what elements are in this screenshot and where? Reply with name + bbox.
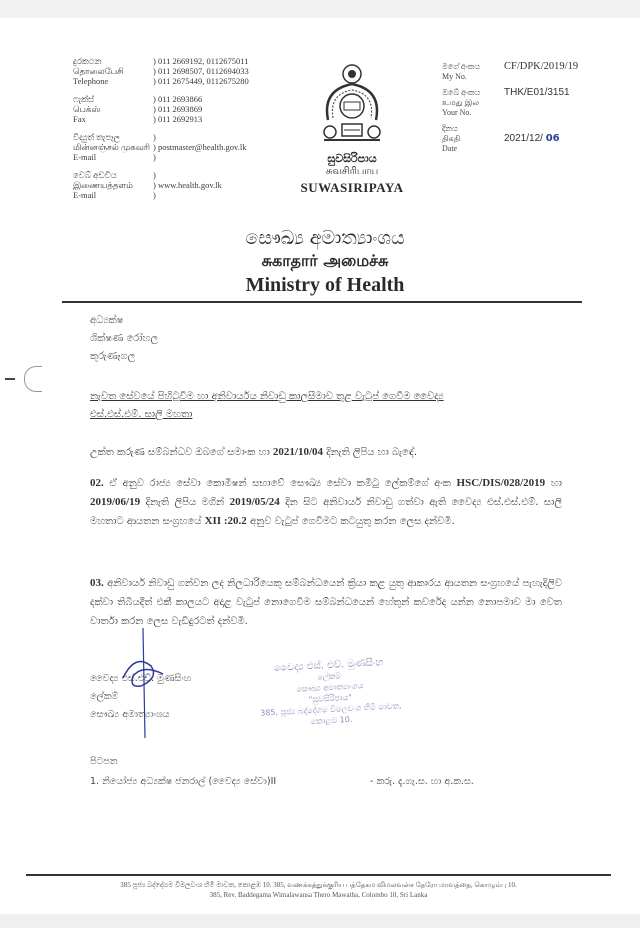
- date: 2019/05/24: [229, 496, 280, 508]
- ministry-title: [200, 226, 450, 298]
- your-number: [442, 88, 632, 118]
- label: දිනය: [442, 124, 458, 133]
- my-number-value: CF/DPK/2019/19: [504, 61, 579, 72]
- label: විද්‍යුත් තැපෑල: [73, 132, 121, 142]
- label: Date: [442, 144, 458, 153]
- date: 2019/06/19: [90, 496, 141, 508]
- value: [504, 72, 632, 82]
- text: ඒ අනුව රාජ්‍ය සේවා කොමිෂන් සභාවේ සෞඛ්‍ය සේවා කමිටු ලේකම්ගේ අංක: [109, 478, 451, 489]
- label: இணையத்தளம்: [73, 180, 133, 190]
- ministry-name-english: Ministry of Health: [245, 274, 405, 296]
- emblem-name-tamil: சுவசிரிபாய: [325, 166, 379, 177]
- copies-block: [90, 752, 474, 792]
- para-number: 02.: [90, 477, 104, 489]
- ministry-name-sinhala: සෞඛ්‍ය අමාත්‍යාංශය: [245, 227, 405, 249]
- text: අනිවාර්ය නිවාඩු ගන්වන ලද නිලධාරියෙකු සම්බන්ධයෙන් ක්‍රියා කළ යුතු ආකාරය ආයතන සංග්‍රහයේ පැහැදිලිව දක්වා තිබියදීත් එකී කාලයට අදාළ වැටුප් නොගෙවීම සම්බන්ධයෙන් හේතුන් කවරේද යන්න නොපමාව මා වෙත වාර්තා කරන ලෙස වැඩිදුරටත් දන්වමි.: [90, 578, 562, 627]
- value: [504, 98, 632, 108]
- value: ) 011 2675449, 0112675280: [153, 76, 293, 86]
- label: மின்னஞ்சல் முகவரி: [73, 142, 150, 152]
- date-value: 2021/12/: [504, 133, 543, 144]
- email-link[interactable]: ) postmaster@health.gov.lk: [153, 142, 293, 152]
- footer-address: [26, 880, 611, 900]
- addressee-line: කුරුණෑගල: [90, 351, 136, 362]
- text: දිනැති ලිපිය මගින්: [145, 497, 225, 508]
- copy-note: - කරු. දැ.ගැ.ස. හා අ.ක.ස.: [370, 776, 474, 787]
- label: දුරකථන: [73, 56, 102, 66]
- emblem-name-english: SUWASIRIPAYA: [300, 180, 404, 195]
- official-stamp: [223, 655, 436, 732]
- contact-fax: [73, 94, 293, 124]
- addressee-line: අධ්‍යක්ෂ: [90, 315, 124, 326]
- text: උක්ත කරුණ සම්බන්ධව ඔබගේ සමාංක හා: [90, 447, 270, 458]
- value: [504, 144, 632, 154]
- copies-heading: පිටපත: [90, 756, 118, 767]
- label: உமது இல: [442, 98, 480, 107]
- stamp-line: සෞඛ්‍ය අමාත්‍යාංශය: [295, 681, 364, 694]
- value: [153, 170, 293, 180]
- label: திகதி: [442, 134, 461, 143]
- value: [153, 132, 293, 142]
- addressee-line: ශික්ෂණ රෝහල: [90, 333, 159, 344]
- stamp-line: "සුවසිරිපාය": [308, 692, 353, 705]
- your-number-value: THK/E01/3151: [504, 87, 570, 98]
- value: ) 011 2692913: [153, 114, 293, 124]
- value: ) 011 2698507, 0112694033: [153, 66, 293, 76]
- label: ෆැක්ස්: [73, 94, 95, 104]
- value: [153, 152, 293, 162]
- date: 2021/10/04: [272, 446, 324, 458]
- reference-block: [442, 62, 632, 160]
- label: Your No.: [442, 108, 472, 117]
- subject-line: නැවත සේවයේ පිහිටුවීම හා අනිවාර්යය නිවාඩු කාලසීමාව තුළ වැටුප් ගෙවීම වෛද්‍ය එස්.එස්.එම්. සාලි මහතා: [90, 391, 444, 420]
- value: ) 011 2693866: [153, 94, 293, 104]
- emblem-name-sinhala: සුවසිරිපාය: [327, 152, 377, 165]
- text: අනුව වැටුප් ගෙවීමට කටයුතු කරන ලෙස දන්වමි.: [249, 516, 455, 527]
- stamp-line: කොළඹ 10.: [310, 714, 353, 727]
- signer-title: ලේකම්: [90, 691, 119, 702]
- footer-divider: [26, 874, 611, 876]
- label: ඔබේ අංකය: [442, 88, 481, 97]
- copy-item: [90, 772, 474, 792]
- date: [442, 124, 632, 154]
- value: [504, 108, 632, 118]
- handwritten-day: 06: [545, 133, 560, 144]
- label: My No.: [442, 72, 467, 81]
- copy-recipient: 1. නියෝජ්‍ය අධ්‍යක්ෂ ජනරාල් (වෛද්‍ය සේවා)II: [90, 776, 277, 787]
- paragraph-1: [90, 443, 562, 462]
- clause: XII :20.2: [204, 515, 247, 527]
- stamp-line: ලේකම්: [317, 671, 342, 682]
- contact-web: [73, 170, 293, 200]
- reference: HSC/DIS/028/2019: [456, 477, 546, 489]
- scan-top-strip: [0, 0, 640, 18]
- contact-telephone: [73, 56, 293, 86]
- contact-email: [73, 132, 293, 162]
- addressee: [90, 312, 158, 366]
- label: මගේ අංකය: [442, 62, 481, 71]
- label: E-mail: [73, 190, 97, 200]
- website-link[interactable]: ) www.health.gov.lk: [153, 180, 293, 190]
- signer-ministry: සෞඛ්‍ය අමාත්‍යාංශය: [90, 709, 170, 720]
- contact-block: [73, 56, 293, 208]
- para-number: 03.: [90, 577, 104, 589]
- stamp-line: 385, පූජ්‍ය බද්දේගම විමලවංශ හිමි මාවත,: [260, 701, 402, 718]
- sri-lanka-emblem-icon: [316, 60, 388, 148]
- paragraph-3: [90, 574, 562, 631]
- margin-mark: [5, 378, 15, 380]
- label: E-mail: [73, 152, 97, 162]
- footer-line: 385, Rev. Baddegama Wimalawansa Thero Mawatha, Colombo 10, Sri Lanka: [209, 891, 428, 899]
- scan-bottom-strip: [0, 914, 640, 928]
- text: දිනැති ලිපිය හා බැඳේ.: [326, 447, 418, 458]
- label: Fax: [73, 114, 86, 124]
- my-number: [442, 62, 632, 82]
- header-divider: [62, 301, 582, 303]
- margin-arc: [24, 366, 42, 392]
- stamp-line: වෛද්‍ය එස්. එච්. මුණසිංහ: [273, 657, 384, 674]
- label: தொலைபேசி: [73, 66, 124, 76]
- text: හා: [550, 478, 562, 489]
- paragraph-2: [90, 474, 562, 531]
- signer-name: වෛද්‍ය එස්.එච්. මුණසිංහ: [90, 673, 192, 684]
- label: பெக்ஸ்: [73, 104, 101, 114]
- signer-block: [90, 670, 191, 724]
- value: [153, 190, 293, 200]
- label: Telephone: [73, 76, 109, 86]
- footer-line: 385 පූජ්‍ය බද්දේගම විමලවංශ හිමි මාවත, කොළඹ 10. 385, வணக்கத்துக்குரிய பத்தேகம விமலவன்ச தேரோ மாவத்தை, கொழும்பு 10.: [120, 881, 517, 889]
- label: වෙබ් අඩවිය: [73, 170, 117, 180]
- text: දින සිට අනිවාර්ය නිවාඩු ගත්වා ඇති වෛද්‍ය එස්.එස්.එම්. සාලි මහතාට ආයතන සංග්‍රහයේ: [90, 497, 562, 527]
- value: ) 011 2669192, 0112675011: [153, 56, 293, 66]
- value: ) 011 2693869: [153, 104, 293, 114]
- ministry-name-tamil: சுகாதார் அமைச்சு: [261, 251, 389, 270]
